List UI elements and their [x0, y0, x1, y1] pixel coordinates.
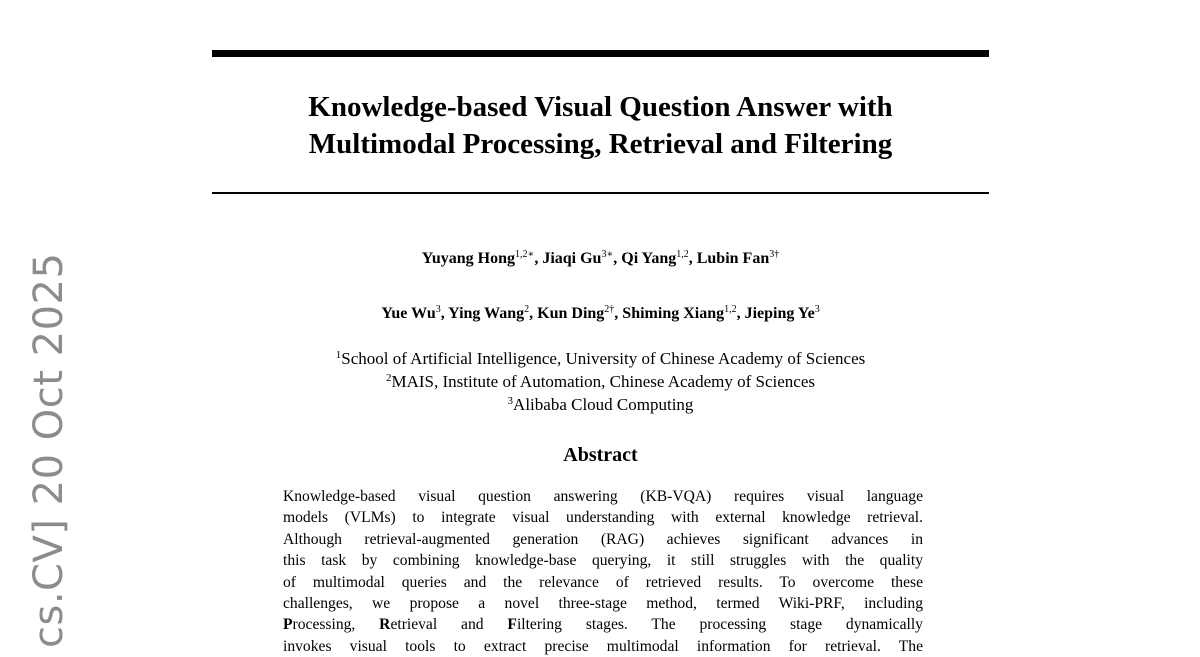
affiliations [212, 347, 989, 416]
author-separator: , [688, 250, 697, 267]
author-separator: , [613, 250, 622, 267]
abstract-line: this task by combining knowledge-base querying, it still struggles with the quality [283, 552, 923, 570]
author-name: Lubin Fan [696, 250, 770, 267]
affiliation-text: Alibaba Cloud Computing [513, 395, 694, 414]
title-line-2: Multimodal Processing, Retrieval and Filtering [308, 128, 893, 160]
title-line-1: Knowledge-based Visual Question Answer with [308, 91, 893, 123]
author-separator: , [529, 305, 538, 322]
stage-word: iltering stages. The processing stage dynamically [516, 616, 923, 634]
author-affiliation-marker: 1,2 [724, 304, 737, 315]
abstract-heading: Abstract [563, 444, 638, 466]
author-affiliation-marker: 1,2 [676, 249, 689, 260]
author-name: Jiaqi Gu [542, 250, 602, 267]
author-separator: , [534, 250, 543, 267]
title-top-rule [212, 50, 989, 57]
author-separator: , [440, 305, 449, 322]
affiliation-marker: 3 [507, 395, 514, 407]
author-name: Qi Yang [621, 250, 677, 267]
affiliation-line [212, 370, 989, 393]
author-name: Shiming Xiang [622, 305, 725, 322]
author-list-row-1 [212, 249, 989, 269]
abstract-line: models (VLMs) to integrate visual understanding with external knowledge retrieval. [283, 509, 923, 527]
author-affiliation-marker: 1,2∗ [515, 249, 535, 260]
title-bottom-rule [212, 192, 989, 194]
abstract-stages-line [283, 614, 923, 635]
author-name: Kun Ding [537, 305, 605, 322]
author-affiliation-marker: 2 [524, 304, 530, 315]
abstract-line: Although retrieval-augmented generation (RAG) achieves significant advances in [283, 530, 923, 548]
author-affiliation-marker: 3 [814, 304, 820, 315]
author-name: Jieping Ye [744, 305, 815, 322]
affiliation-text: School of Artificial Intelligence, University of Chinese Academy of Sciences [341, 349, 866, 368]
bold-initial: R [379, 616, 391, 634]
author-name: Yue Wu [381, 305, 436, 322]
affiliation-marker: 1 [335, 349, 342, 361]
affiliation-text: MAIS, Institute of Automation, Chinese Academy of Sciences [391, 372, 815, 391]
stage-word: rocessing, [292, 616, 380, 634]
arxiv-identifier-stamp: cs.CV] 20 Oct 2025 [26, 252, 72, 648]
bold-initial: P [283, 616, 293, 634]
author-affiliation-marker: 3∗ [601, 249, 614, 260]
affiliation-marker: 2 [385, 372, 392, 384]
author-name: Yuyang Hong [421, 250, 516, 267]
affiliation-line [212, 347, 989, 370]
author-separator: , [614, 305, 623, 322]
author-list-row-2 [212, 304, 989, 324]
author-separator: , [736, 305, 745, 322]
author-name: Ying Wang [448, 305, 525, 322]
abstract-line: invokes visual tools to extract precise multimodal information for retrieval. The [283, 637, 923, 655]
bold-initial: F [507, 616, 517, 634]
abstract-line: Knowledge-based visual question answering (KB-VQA) requires visual language [283, 488, 923, 505]
author-affiliation-marker: 3† [769, 249, 780, 260]
paper-title [212, 89, 989, 163]
author-affiliation-marker: 2† [604, 304, 615, 315]
abstract-line: of multimodal queries and the relevance of retrieved results. To overcome these [283, 573, 923, 591]
abstract-line: challenges, we propose a novel three-stage method, termed Wiki-PRF, including [283, 595, 923, 613]
author-affiliation-marker: 3 [435, 304, 441, 315]
abstract-body [283, 486, 923, 657]
stage-word: etrieval and [390, 616, 508, 634]
affiliation-line [212, 393, 989, 416]
